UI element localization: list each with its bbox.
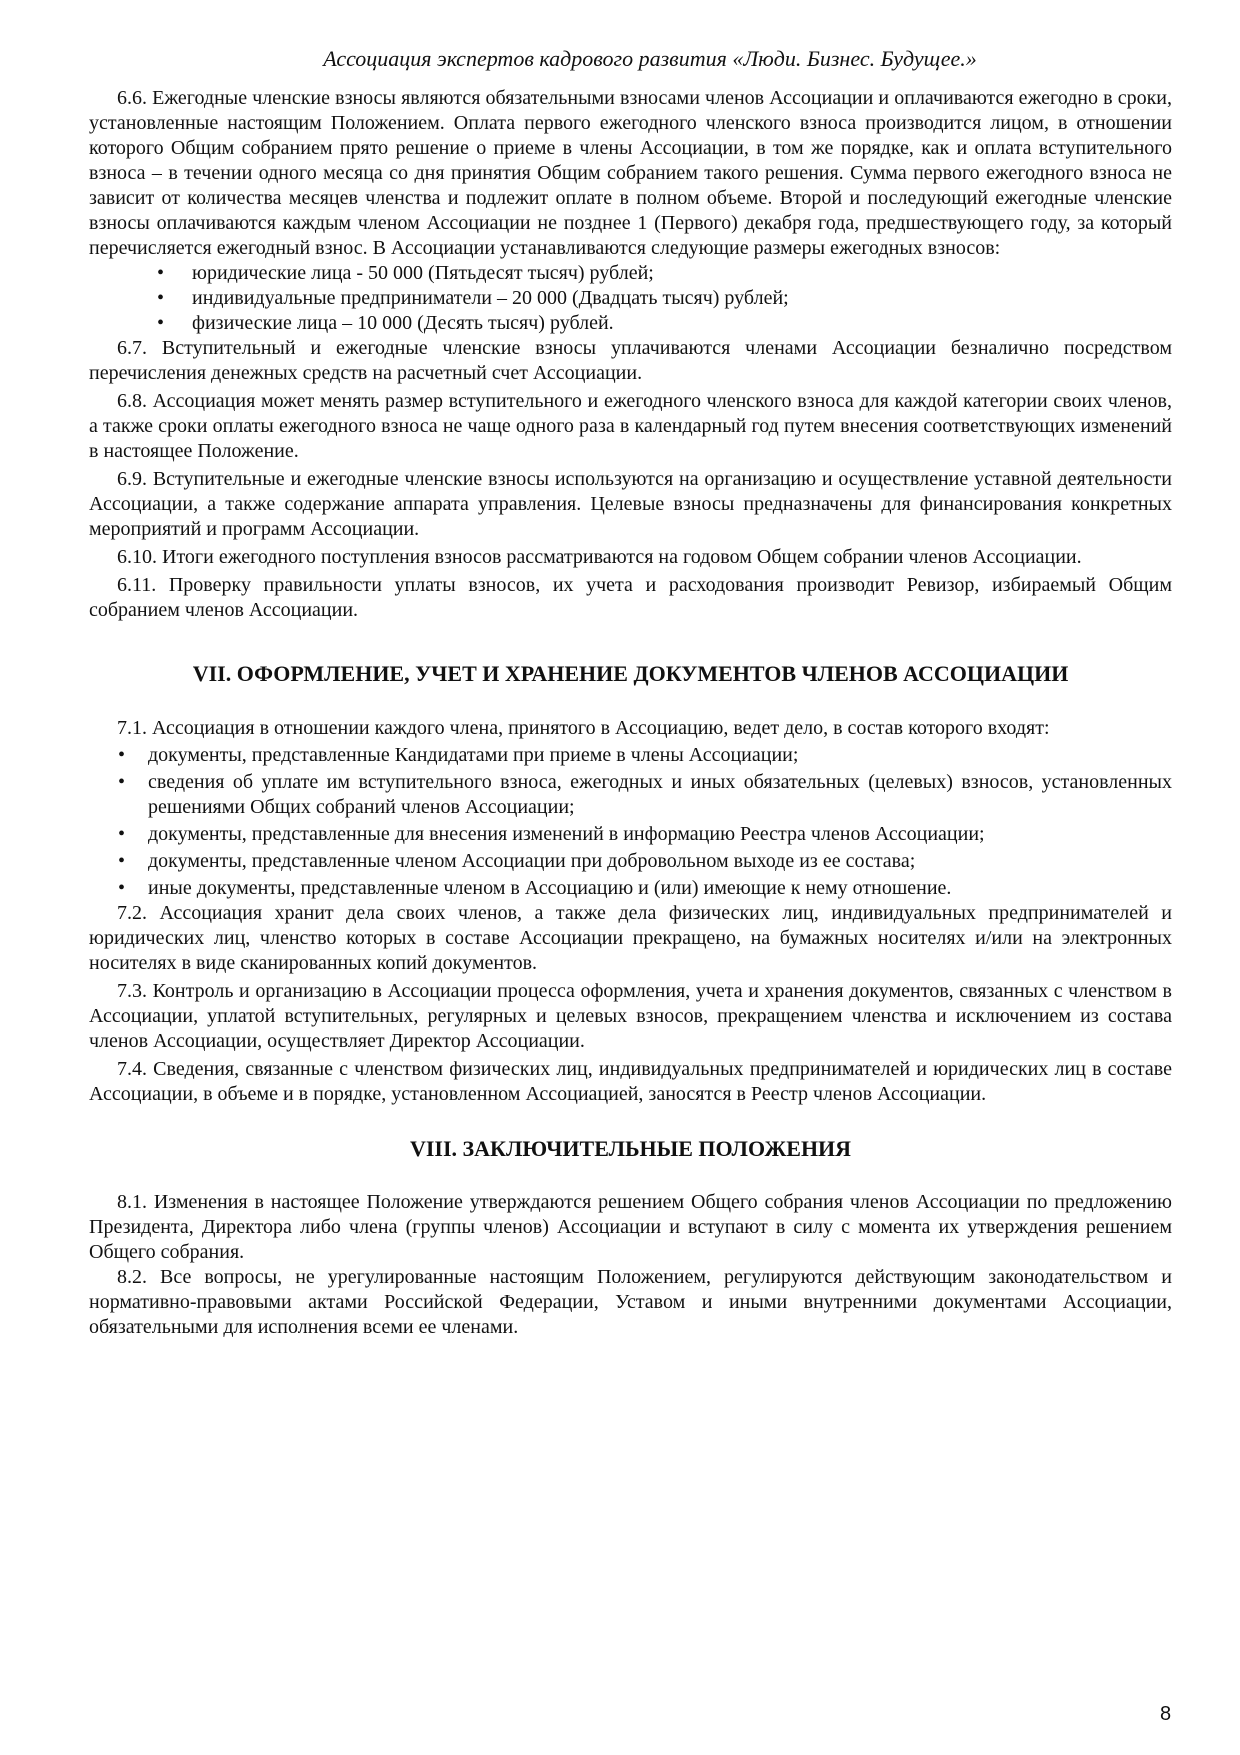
paragraph-6-9: 6.9. Вступительные и ежегодные членские взносы используются на организацию и осуществление уставной деятельности Ассоциации, а также содержание аппарата управления. Целевые взносы предназначены для финансирования конкретных мероприятий и программ Ассоциации. — [89, 468, 1172, 540]
list-item — [89, 286, 1172, 311]
document-body — [89, 86, 1172, 1340]
bullet-icon: • — [118, 823, 126, 845]
bullet-icon: • — [157, 287, 165, 309]
bullet-icon: • — [118, 771, 126, 793]
case-item-text: документы, представленные членом Ассоциации при добровольном выходе из ее состава; — [148, 850, 916, 872]
fee-item-text: индивидуальные предприниматели – 20 000 (Двадцать тысяч) рублей; — [192, 287, 789, 309]
page-number: 8 — [1160, 1703, 1172, 1725]
bullet-icon: • — [157, 262, 165, 284]
case-item-text: документы, представленные для внесения изменений в информацию Реестра членов Ассоциации; — [148, 823, 985, 845]
list-item — [89, 311, 1172, 336]
list-item — [89, 743, 1172, 768]
paragraph-7-2: 7.2. Ассоциация хранит дела своих членов, а также дела физических лиц, индивидуальных предпринимателей и юридических лиц, членство которых в составе Ассоциации прекращено, на бумажных носителях и/или на электронных носителях в виде сканированных копий документов. — [89, 902, 1172, 974]
case-contents-list — [89, 743, 1172, 901]
fee-item-text: юридические лица - 50 000 (Пятьдесят тысяч) рублей; — [192, 262, 654, 284]
case-item-text: документы, представленные Кандидатами при приеме в члены Ассоциации; — [148, 744, 799, 766]
running-header: Ассоциация экспертов кадрового развития «Люди. Бизнес. Будущее.» — [323, 46, 977, 71]
list-item — [89, 849, 1172, 874]
section-8-title: VIII. ЗАКЛЮЧИТЕЛЬНЫЕ ПОЛОЖЕНИЯ — [409, 1136, 852, 1161]
section-7-title: VII. ОФОРМЛЕНИЕ, УЧЕТ И ХРАНЕНИЕ ДОКУМЕНТОВ ЧЛЕНОВ АССОЦИАЦИИ — [192, 661, 1069, 686]
paragraph-6-8: 6.8. Ассоциация может менять размер вступительного и ежегодного членского взноса для каждой категории своих членов, а также сроки оплаты ежегодного взноса не чаще одного раза в календарный год путем внесения соответствующих изменений в настоящее Положение. — [89, 390, 1172, 462]
paragraph-7-3: 7.3. Контроль и организацию в Ассоциации процесса оформления, учета и хранения документов, связанных с членством в Ассоциации, уплатой вступительных, регулярных и целевых взносов, прекращением членства и исключением из состава членов Ассоциации, осуществляет Директор Ассоциации. — [89, 980, 1172, 1052]
list-item — [89, 876, 1172, 901]
case-item-text: сведения об уплате им вступительного взноса, ежегодных и иных обязательных (целевых) взносов, установленных решениями Общих собраний членов Ассоциации; — [148, 771, 1172, 818]
paragraph-7-1: 7.1. Ассоциация в отношении каждого члена, принятого в Ассоциацию, ведет дело, в состав которого входят: — [117, 717, 1050, 739]
case-item-text: иные документы, представленные членом в Ассоциацию и (или) имеющие к нему отношение. — [148, 877, 952, 899]
bullet-icon: • — [118, 850, 126, 872]
list-item — [89, 261, 1172, 286]
paragraph-6-11: 6.11. Проверку правильности уплаты взносов, их учета и расходования производит Ревизор, избираемый Общим собранием членов Ассоциации. — [89, 574, 1172, 621]
bullet-icon: • — [118, 744, 126, 766]
paragraph-8-1: 8.1. Изменения в настоящее Положение утверждаются решением Общего собрания членов Ассоциации по предложению Президента, Директора либо члена (группы членов) Ассоциации и вступают в силу с момента их утверждения решением Общего собрания. — [89, 1191, 1172, 1263]
paragraph-8-2: 8.2. Все вопросы, не урегулированные настоящим Положением, регулируются действующим законодательством и нормативно-правовыми актами Российской Федерации, Уставом и иными внутренними документами Ассоциации, обязательными для исполнения всеми ее членами. — [89, 1266, 1172, 1338]
bullet-icon: • — [157, 312, 165, 334]
bullet-icon: • — [118, 877, 126, 899]
paragraph-6-10: 6.10. Итоги ежегодного поступления взносов рассматриваются на годовом Общем собрании членов Ассоциации. — [117, 546, 1082, 568]
fee-item-text: физические лица – 10 000 (Десять тысяч) рублей. — [192, 312, 614, 334]
paragraph-6-7: 6.7. Вступительный и ежегодные членские взносы уплачиваются членами Ассоциации безналично посредством перечисления денежных средств на расчетный счет Ассоциации. — [89, 337, 1172, 384]
paragraph-6-6: 6.6. Ежегодные членские взносы являются обязательными взносами членов Ассоциации и оплачиваются ежегодно в сроки, установленные настоящим Положением. Оплата первого ежегодного членского взноса производится лицом, в отношении которого Общим собранием прято решение о приеме в члены Ассоциации, в том же порядке, как и оплата вступительного взноса – в течении одного месяца со дня принятия Общим собранием такого решения. Сумма первого ежегодного взноса не зависит от количества месяцев членства и подлежит оплате в полном объеме. Второй и последующий ежегодные членские взносы оплачиваются каждым членом Ассоциации не позднее 1 (Первого) декабря года, предшествующего году, за который перечисляется ежегодный взнос. В Ассоциации устанавливаются следующие размеры ежегодных взносов: — [89, 87, 1172, 259]
annual-fee-list — [89, 261, 1172, 336]
paragraph-7-4: 7.4. Сведения, связанные с членством физических лиц, индивидуальных предпринимателей и юридических лиц в составе Ассоциации, в объеме и в порядке, установленном Ассоциацией, заносятся в Реестр членов Ассоциации. — [89, 1058, 1172, 1105]
list-item — [89, 822, 1172, 847]
list-item — [89, 770, 1172, 820]
